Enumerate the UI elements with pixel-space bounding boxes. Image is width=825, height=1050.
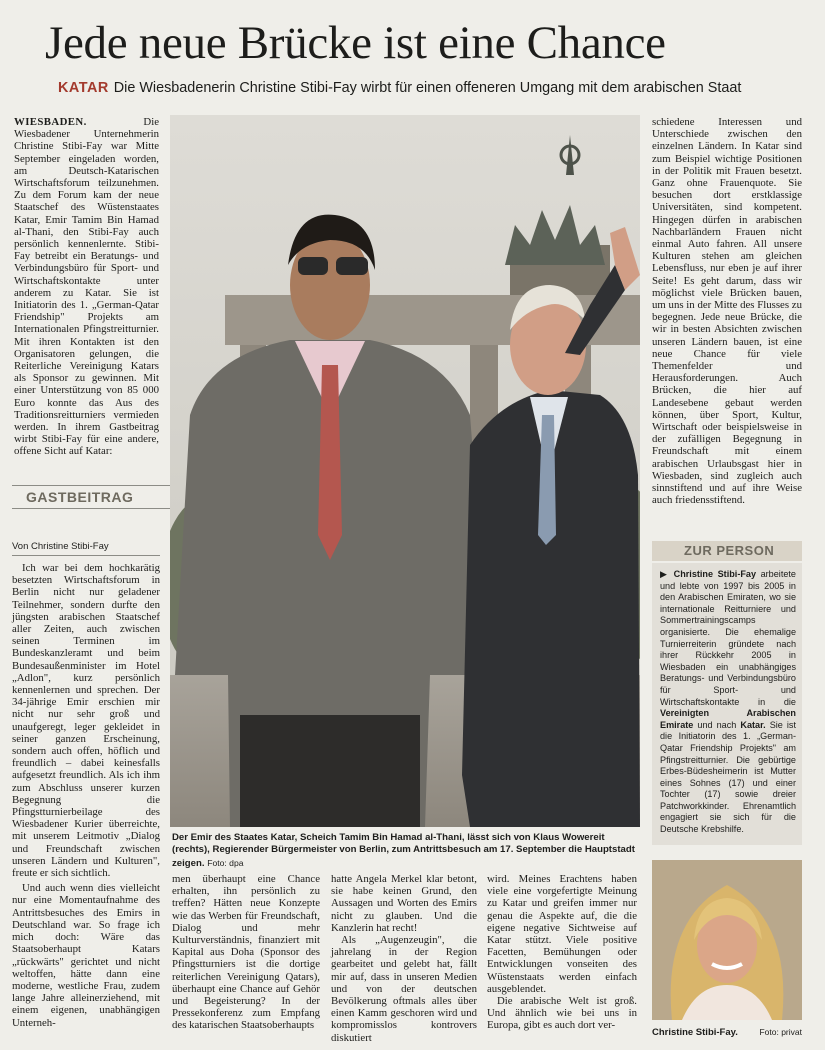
section-label-gastbeitrag: GASTBEITRAG [12,485,174,509]
zur-person-bold-3: Katar. [740,719,766,730]
col4-paragraph-2: Die arabische Welt ist groß. Und ähnlich wie bei uns in Europa, gibt es auch dort ver- [487,995,637,1032]
zur-person-text-3: Sie ist die Initiatorin des 1. „German-Qatar Friendship Projekts" am Pfingstreitturnier. Die gebürtige Erbes-Büdesheimerin ist Mutter eines Sohnes (17) und einer Tochter (17) sowie dreier Patchworkkinder. Ehrenamtlich engagiert sie sich für die Deutsche Krebshilfe. [660,719,796,835]
triangle-bullet-icon: ▶ [660,569,670,579]
zur-person-box [652,563,802,845]
portrait-illustration [652,860,802,1020]
col1-paragraph-1: Ich war bei dem hochkarätig besetzten Wirtschaftsforum in Berlin nicht nur geladener Teilnehmer, sondern durfte den jüngsten arabischen Staatschef aller Zeiten, auch zwischen seinen Terminen im Bundeskanzleramt und beim Bundesaußenminister im Hotel „Adlon", kurz persönlich kennenlernen und sprechen. Der 34-jährige Emir erschien mir nicht nur sehr groß und unaufgeregt, leger gekleidet in seiner ganzen Erscheinung, sondern auch offen, höflich und freundlich – dabei keinesfalls aufgesetzt freundlich. Als ich ihm zum Abschluss unserer kurzen Begegnung die Pfingstturnierbeilage des Wiesbadener Kurier überreichte, mit unserem Leitmotiv „Dialog und Freundschaft zwischen unseren Ländern und Kulturen", freute er sich sichtlich. [12,562,160,880]
zur-person-label: ZUR PERSON [652,541,802,561]
col2-paragraph-1: men überhaupt eine Chance erhalten, ihn persönlich zu treffen? Hätten neue Konzepte wie das Werben für Freundschaft, Dialog und mehr Kulturverständnis, finanziert mit Kapital aus Doha (Sponsor des Pfingstturniers ist die dortige reiterlichen Vereinigung Qatars), überhaupt eine Chance auf Gehör und Begeisterung? In der Pressekonferenz zum Empfang des katarischen Staatsoberhaupts [172,873,320,1032]
col-right-paragraph-1: schiedene Interessen und Unterschiede zwischen den einzelnen Ländern. In Katar sind zum Beispiel wichtige Positionen in der Politik mit Frauen besetzt. Ganz ohne Frauenquote. Sie besuchen dort erstklassige Universitäten, sind kompetent. Hingegen dürfen in arabischen Nachbarländern Frauen nicht einmal Auto fahren. All unsere Kulturen stehen am gleichen Lebensfluss, nur eben je auf ihrer Seite! Es geht darum, dass wir möglichst viele Brücken bauen, um uns in der Mitte des Flusses zu begegnen. Jede neue Brücke, die wir in besten Absichten zwischen unseren Ländern bauen, ist eine neue Chance für viele Themenfelder und Herausforderungen. Auch Brücken, die hier auf Landesebene gebaut werden können, über Sport, Kultur, Wirtschaft oder beispielsweise in der zufälligen Begegnung in Freundschaft mit einem arabischen Urlaubsgast hier in Wiesbaden, sind zugleich auch sinnstiftend und auf ihre Weise auch friedensstiftend. [652,116,802,507]
article-column-4 [487,873,637,1032]
portrait-photo [652,860,802,1020]
byline-divider [12,555,160,556]
intro-column [14,116,159,458]
headline: Jede neue Brücke ist eine Chance [45,17,666,69]
dateline: WIESBADEN. [14,116,87,128]
portrait-caption-text: Christine Stibi-Fay. [652,1027,738,1038]
zur-person-text-2: und nach [693,719,741,730]
subheadline-text: Die Wiesbadenerin Christine Stibi-Fay wirbt für einen offeneren Umgang mit dem arabischen Staat [113,80,742,96]
subheadline [58,80,818,96]
kicker-katar: KATAR [58,80,109,96]
photo-caption-text: Der Emir des Staates Katar, Scheich Tamim Bin Hamad al-Thani, lässt sich von Klaus Wowereit (rechts), Regierender Bürgermeister von Berlin, zum Antrittsbesuch am 17. September die Hauptstadt zeigen. [172,832,635,869]
zur-person-bold-2: Vereinigten Arabischen Emirate [660,708,796,730]
zur-person-name: Christine Stibi-Fay [673,569,757,579]
article-column-1 [12,562,160,1029]
intro-paragraph [14,116,159,458]
col4-paragraph-1: wird. Meines Erachtens haben viele eine vorgefertigte Meinung zu Katar und greifen immer nur genau die Aspekte auf, die die eigene negative Sichtweise auf Katar stützt. Viele positive Facetten, Bemühungen oder Entwicklungen vonseiten des Wüstenstaats werden einfach ausgeblendet. [487,873,637,995]
article-column-2 [172,873,320,1032]
portrait-caption [652,1027,802,1038]
article-column-right [652,116,802,507]
photo-credit: Foto: dpa [207,857,244,868]
news-photo [170,115,640,827]
photo-caption [172,832,642,870]
col1-paragraph-2: Und auch wenn dies vielleicht nur eine Momentaufnahme des Antrittsbesuches des Emirs in Deutschland war. So frage ich mich doch: Wäre das Staatsoberhaupt Katars „rückwärts" gerichtet und nicht weltoffen, hätte dann eine moderne, westliche Frau, zudem lange Jahre alleinerziehend, mit einem eigenen, unabhängigen Unterneh- [12,882,160,1029]
intro-text: Die Wiesbadener Unternehmerin Christine Stibi-Fay war Mitte September eingeladen worden, am Deutsch-Katarischen Wirtschaftsforum teilzunehmen. Zu dem Forum kam der neue Staatschef des Wüstenstaates Katar, Emir Tamim Bin Hamad al-Thani, den Stibi-Fay auch persönlich kennenlernte. Stibi-Fay betreibt ein Beratungs- und Verbindungsbüro für Sport- und Wirtschaftskontakte unter anderem zu Katar. Sie ist Initiatorin des 1. „German-Qatar Friendship" Projekts am Internationalen Pfingstreitturnier. Mit ihren Kontakten ist den Organisatoren gelungen, die Reiterliche Vereinigung Katars als Sponsor zu gewinnen. Mit einer Unterstützung von 85 000 Euro konnte das Aus des Traditionsreitturniers vermieden werden. In ihrem Gastbeitrag wirbt Stibi-Fay für eine andere, offene Sicht auf Katar: [14,116,159,458]
article-column-3 [331,873,477,1044]
col3-paragraph-2: Als „Augenzeugin", die jahrelang in der Region gearbeitet und gelebt hat, fällt mir auf, dass in unseren Medien und von der deutschen Bevölkerung oftmals alles über einen Kamm geschoren wird und kompromisslos kontrovers diskutiert [331,934,477,1044]
col3-paragraph-1: hatte Angela Merkel klar betont, sie habe keinen Grund, den Aussagen und Worten des Emirs nicht zu glauben. Und die Kanzlerin hat recht! [331,873,477,934]
zur-person-text-1: arbeitete und lebte von 1997 bis 2005 in den Arabischen Emiraten, wo sie internationale Reitturniere und Sommertrainingscamps organisierte. Die ehemalige Turnierreiterin gründete nach ihrer Rückkehr 2005 in Wiesbaden ein unabhängiges Beratungs- und Verbindungsbüro für Sport- und Wirtschaftskontakte in die [660,569,796,707]
byline: Von Christine Stibi-Fay [12,541,109,552]
photo-illustration [170,115,640,827]
portrait-credit: Foto: privat [759,1027,802,1037]
